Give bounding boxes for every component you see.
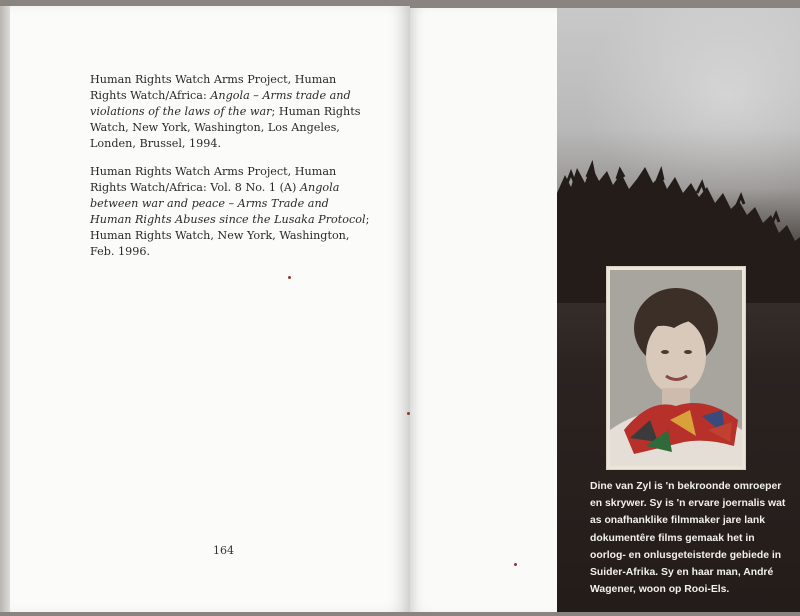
- reference-title: Angola between war and peace – Arms Trade and Human Rights Abuses since the Lusaka Protocol: [90, 181, 366, 226]
- reference-authors: Human Rights Watch Arms Project, Human Rights Watch/Africa: Vol. 8 No. 1 (A): [90, 165, 337, 194]
- bio-line: en skrywer. Sy is 'n ervare joernalis wat: [590, 498, 786, 510]
- reference-authors: Human Rights Watch Arms Project, Human Rights Watch/Africa:: [90, 73, 337, 102]
- bio-line: as onafhanklike filmmaker jare lank: [590, 515, 765, 527]
- portrait-illustration: [610, 270, 742, 466]
- author-biography: [590, 478, 796, 598]
- paper-speck: [288, 276, 291, 279]
- bio-line: Wagener, woon op Rooi-Els.: [590, 584, 730, 596]
- bio-line: Dine van Zyl is 'n bekroonde omroeper: [590, 481, 782, 492]
- reference-title: Angola – Arms trade and violations of the laws of the war: [90, 89, 351, 118]
- bio-line: Suider-Afrika. Sy en haar man, André: [590, 567, 774, 579]
- bio-line: dokumentêre films gemaak het in: [590, 532, 755, 544]
- blank-flyleaf: [410, 8, 560, 612]
- bio-line: oorlog- en onlusgeteisterde gebiede in: [590, 549, 782, 561]
- paper-speck: [514, 563, 517, 566]
- reference-publisher: ; Human Rights Watch, New York, Washington, Los Angeles, Londen, Brussel, 1994.: [90, 105, 361, 150]
- reference-publisher: ; Human Rights Watch, New York, Washington, Feb. 1996.: [90, 213, 370, 258]
- author-photo-frame: [606, 266, 746, 470]
- author-photo: [610, 270, 742, 466]
- paper-speck: [407, 412, 410, 415]
- reference-entry: [90, 72, 372, 152]
- reference-list: [90, 72, 372, 272]
- page-number: 164: [213, 544, 234, 557]
- reference-entry: [90, 164, 372, 260]
